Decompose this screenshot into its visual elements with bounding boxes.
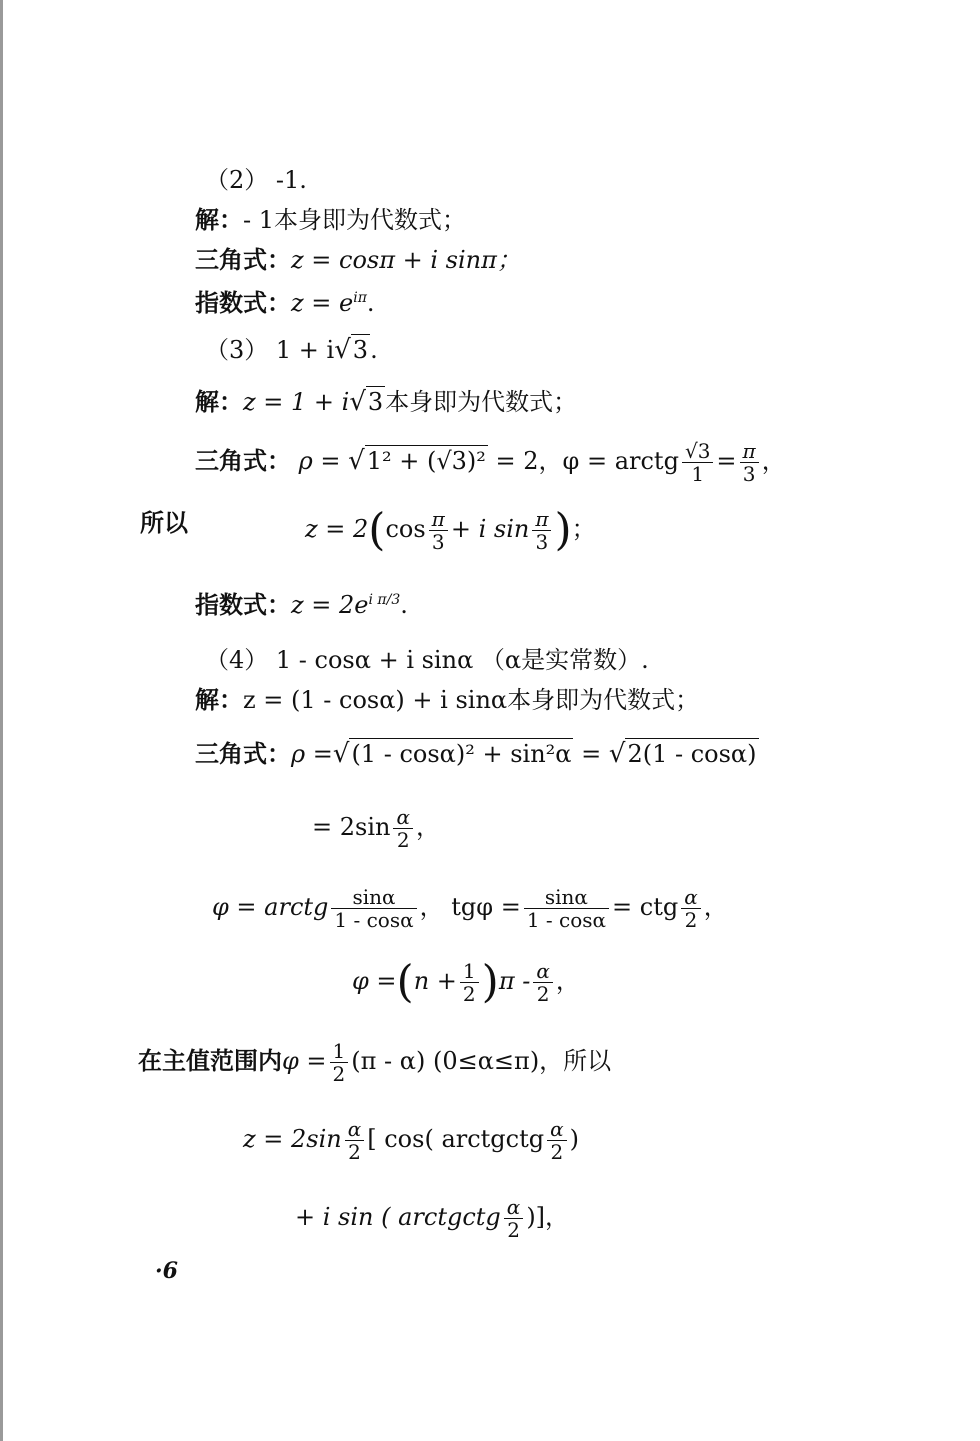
item-2-exp: 指数式：$z = e^{i\pi}$. [195, 288, 375, 317]
item-2-head: （2） -1. [205, 166, 307, 194]
item-4-z2: + i sin ( arctgctg $\frac{\alpha}{2}$ )]， [295, 1195, 570, 1242]
page-edge [0, 0, 3, 1441]
item-4-head: （4） 1 - cosα + i sinα （α是实常数）. [205, 646, 649, 674]
item-3-suoyi: 所以 [140, 508, 188, 537]
item-4-phi: φ = arctg $\frac{\sin\alpha}{1 - \cos\alpha}$ ， tgφ = $\frac{\sin\alpha}{1 - \cos\alpha}$ = ctg $\frac{\alpha}{2}$ ， [212, 885, 728, 932]
item-3-z-form: z = 2(cos $\frac{\pi}{3}$ + i sin $\frac{\pi}{3}$ )； [305, 504, 596, 556]
page-number: ·6 [155, 1258, 178, 1284]
item-4-trig: 三角式：ρ =√(1 - cosα)² + sin²α = √2(1 - cosα) [195, 739, 757, 769]
item-3-head: （3） 1 + i√3. [205, 335, 378, 365]
item-3-exp: 指数式：$z = 2e^{i \pi/3}$. [195, 590, 408, 619]
item-2-solution: 解：- 1本身即为代数式； [195, 205, 467, 234]
item-4-principal: 在主值范围内φ = $\frac{1}{2}$ (π - α) (0≤α≤π)，所以 [138, 1039, 612, 1086]
item-4-z1: z = 2sin $\frac{\alpha}{2}$ [ cos( arctgctg $\frac{\alpha}{2}$ ) [243, 1117, 580, 1164]
item-3-solution: 解：z = 1 + i√3本身即为代数式； [195, 387, 578, 417]
item-4-eq2: = 2sin $\frac{\alpha}{2}$ ， [312, 805, 440, 852]
item-3-trig: 三角式： ρ = √1² + (√3)² = 2，φ = arctg $\frac{√3}{1}$ = $\frac{\pi}{3}$ ， [195, 439, 786, 486]
item-4-phi2: φ =(n + $\frac{1}{2}$ )π - $\frac{\alpha}{2}$ ， [352, 956, 580, 1008]
item-4-solution: 解：z = (1 - cosα) + i sinα本身即为代数式； [195, 685, 700, 714]
item-2-trig: 三角式：z = cosπ + i sinπ； [195, 245, 521, 274]
